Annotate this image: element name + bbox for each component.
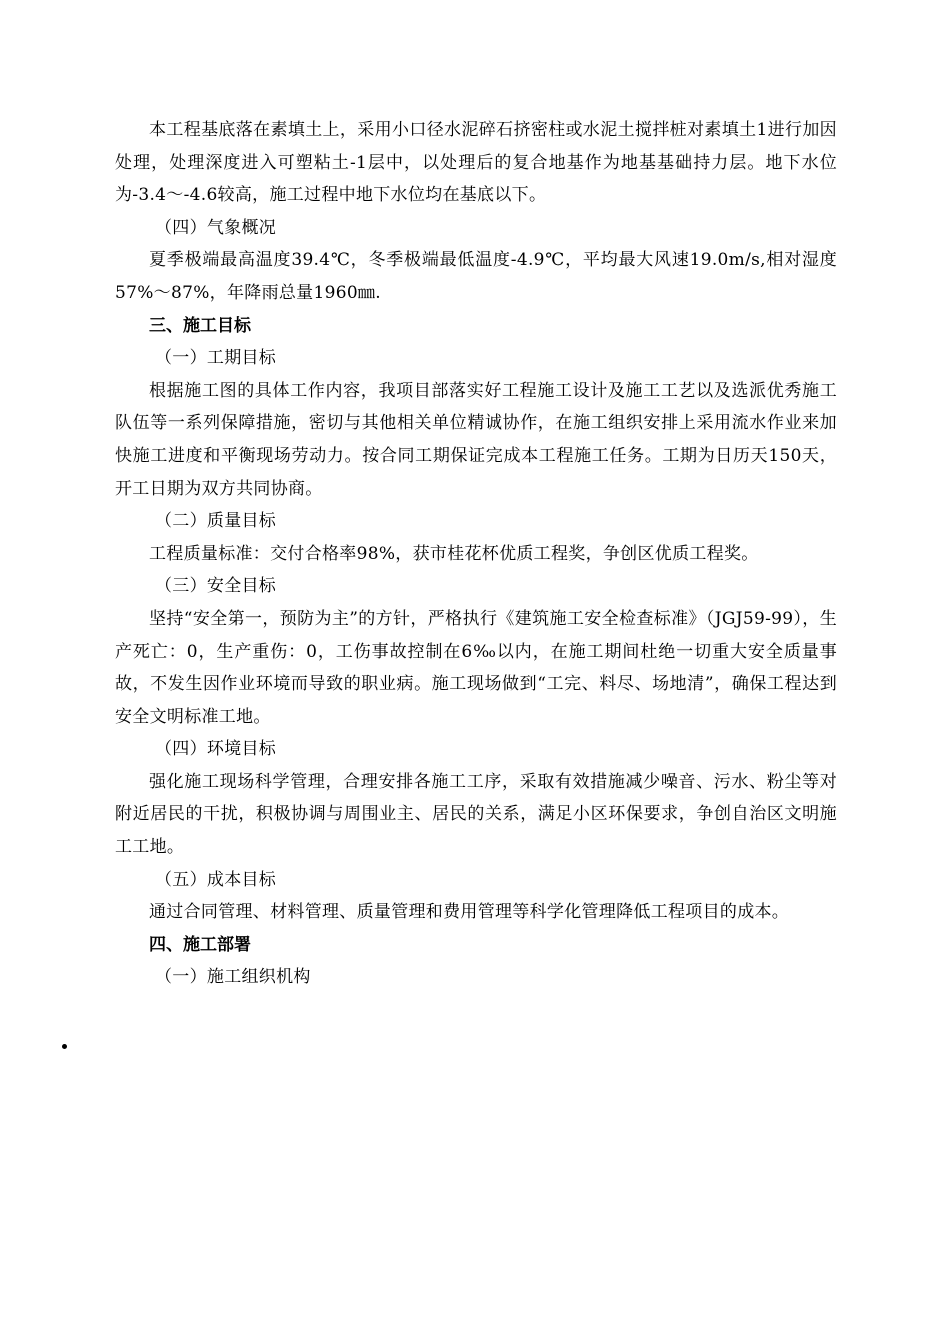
subheading-cost: （五）成本目标 <box>155 869 277 890</box>
subheading-quality: （二）质量目标 <box>155 511 277 532</box>
paragraph-cost: 通过合同管理、材料管理、质量管理和费用管理等科学化管理降低工程项目的成本。 <box>149 902 790 923</box>
paragraph-foundation: 本工程基底落在素填土上，采用小口径水泥碎石挤密柱或水泥土搅拌桩对素填土1进行加因处理，处理深度进入可塑粘土-1层中，以处理后的复合地基作为地基基础持力层。地下水位为-3.4～-4.6较高，施工过程中地下水位均在基底以下。 <box>115 120 837 206</box>
subheading-schedule: （一）工期目标 <box>155 348 277 369</box>
paragraph-safety: 坚持“安全第一，预防为主”的方针，严格执行《建筑施工安全检查标准》（JGJ59-99），生产死亡：0，生产重伤：0，工伤事故控制在6‰以内，在施工期间杜绝一切重大安全质量事故，不发生因作业环境而导致的职业病。施工现场做到“工完、料尽、场地清”，确保工程达到安全文明标准工地。 <box>115 608 837 727</box>
heading-deployment: 四、施工部署 <box>149 934 251 955</box>
subheading-safety: （三）安全目标 <box>155 576 277 597</box>
subheading-weather: （四）气象概况 <box>155 217 277 238</box>
subheading-environment: （四）环境目标 <box>155 739 277 760</box>
document-body <box>115 114 837 994</box>
heading-construction-goals: 三、施工目标 <box>149 315 251 336</box>
subheading-organization: （一）施工组织机构 <box>155 967 311 988</box>
paragraph-weather: 夏季极端最高温度39.4℃，冬季极端最低温度-4.9℃，平均最大风速19.0m/s,相对湿度57%～87%，年降雨总量1960㎜. <box>115 250 837 303</box>
paragraph-schedule: 根据施工图的具体工作内容，我项目部落实好工程施工设计及施工工艺以及选派优秀施工队伍等一系列保障措施，密切与其他相关单位精诚协作，在施工组织安排上采用流水作业来加快施工进度和平衡现场劳动力。按合同工期保证完成本工程施工任务。工期为日历天150天，开工日期为双方共同协商。 <box>115 380 837 499</box>
bullet-dot <box>62 1044 67 1049</box>
paragraph-quality: 工程质量标准：交付合格率98%，获市桂花杯优质工程奖，争创区优质工程奖。 <box>149 543 759 564</box>
paragraph-environment: 强化施工现场科学管理，合理安排各施工工序，采取有效措施减少噪音、污水、粉尘等对附近居民的干扰，积极协调与周围业主、居民的关系，满足小区环保要求，争创自治区文明施工工地。 <box>115 771 837 858</box>
